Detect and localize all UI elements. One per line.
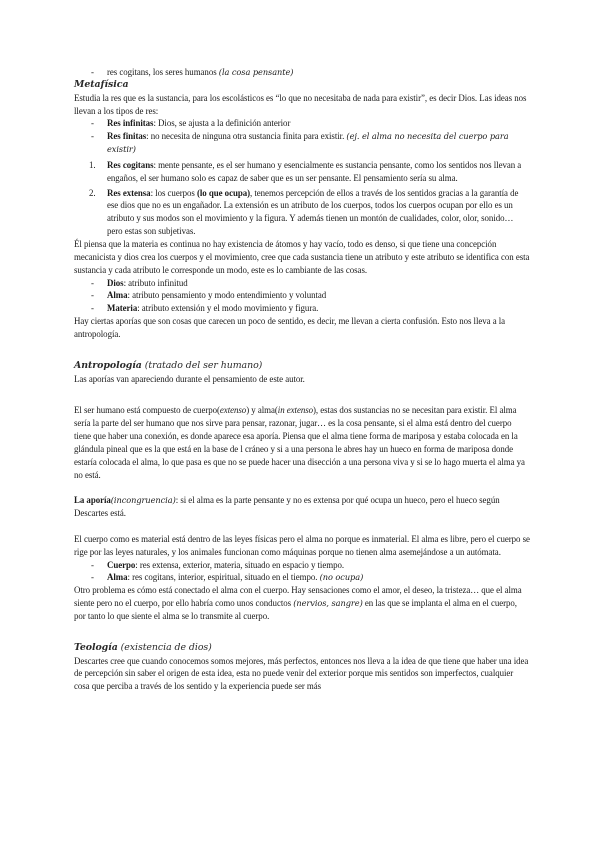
list-item: - Alma: res cogitans, interior, espiritual, situado en el tiempo. (no ocupa) xyxy=(74,571,530,584)
list-item: - Cuerpo: res extensa, exterior, materia, situado en espacio y tiempo. xyxy=(74,559,530,572)
list-item: - Res infinitas: Dios, se ajusta a la definición anterior xyxy=(74,117,530,130)
section-heading-teologia: Teología (existencia de dios) xyxy=(74,641,212,653)
list-item: 2. Res extensa: los cuerpos (lo que ocupa), tenemos percepción de ellos a través de los sentidos gracias a la garantía de ese dios que no es un engañador. La extensión es un atributo de los cuerpos, todos los cuerpos ocupan por ello es un atributo y sus modos son el movimiento y la figura. Y además tienen un montón de cualidades, color, olor, sonido… pero estas son subjetivas. xyxy=(89,187,519,237)
paragraph: El cuerpo como es material está dentro de las leyes físicas pero el alma no porque es inmaterial. El alma es libre, pero el cuerpo se rige por las leyes naturales, y los animales funcionan como máquinas porque no tienen alma asemejándose a un autómata. xyxy=(74,533,530,557)
attributes-list xyxy=(74,277,530,316)
paragraph: Estudia la res que es la sustancia, para los escolásticos es “lo que no necesitaba de nada para existir”, es decir Dios. Las ideas nos llevan a los tipos de res: xyxy=(74,92,527,116)
list-item: - Alma: atributo pensamiento y modo entendimiento y voluntad xyxy=(74,289,530,302)
list-item: - res cogitans, los seres humanos (la cosa pensante) xyxy=(74,66,530,79)
numbered-list xyxy=(74,159,530,238)
section-heading-metafisica: Metafísica xyxy=(74,78,129,90)
res-types-list xyxy=(74,117,530,156)
paragraph: Descartes cree que cuando conocemos somos mejores, más perfectos, entonces nos lleva a la idea de que tiene que haber una idea de percepción sin saber el origen de esta idea, esta no puede venir del exterior porque mis sentidos son imperfectos, cualquier cosa que perciba a través de los sentido y la experiencia puede ser más xyxy=(74,655,529,692)
inline-note: (la cosa pensante) xyxy=(218,67,294,77)
paragraph: Hay ciertas aporías que son cosas que carecen un poco de sentido, es decir, me llevan a cierta confusión. Esto nos lleva a la antropología. xyxy=(74,316,506,339)
document-page xyxy=(74,66,530,693)
section-heading-antropologia: Antropología (tratado del ser humano) xyxy=(74,359,263,371)
inline-note: (no ocupa) xyxy=(319,572,364,583)
body-soul-list xyxy=(74,559,530,585)
paragraph: El ser humano está compuesto de cuerpo(extenso) y alma(in extenso), estas dos sustancias no se necesitan para existir. El alma sería la parte del ser humano que nos sirve para pensar, razonar, jugar… es la cosa pensante, si el alma está dentro del cuerpo tiene que haber una conexión, es donde aparece esa aporía. Piensa que el alma tiene forma de mariposa y estaba colocada en la glándula pineal que es la que está en la base de l cráneo y si a una persona le abres hay un hueco en forma de mariposa donde estaría colocada el alma, lo que pasa es que no se puede hacer una disección a una persona viva y si se lo hago muerta el alma ya no está. xyxy=(74,405,525,480)
list-item: - Dios: atributo infinitud xyxy=(74,277,530,290)
paragraph: Las aporías van apareciendo durante el pensamiento de este autor. xyxy=(74,373,305,384)
list-item: 1. Res cogitans: mente pensante, es el ser humano y esencialmente es sustancia pensante, como los sentidos nos llevan a engaños, el ser humano solo es capaz de saber que es un ser pensante. El pensamiento sería su alma. xyxy=(89,159,522,183)
list-item: - Materia: atributo extensión y el modo movimiento y figura. xyxy=(74,302,530,315)
paragraph: La aporía(incongruencia): si el alma es la parte pensante y no es extensa por qué ocupa un hueco, pero el hueco según Descartes está. xyxy=(74,495,500,519)
paragraph: Otro problema es cómo está conectado el alma con el cuerpo. Hay sensaciones como el amor, el deseo, la tristeza… que el alma siente pero no el cuerpo, por ello habría como unos conductos (nervios, sangre) en las que se implanta el alma en el cuerpo, por tanto lo que siente el alma se lo transmite al cuerpo. xyxy=(74,585,522,621)
paragraph: Él piensa que la materia es continua no hay existencia de átomos y hay vacío, todo es denso, si que tiene una concepción mecanicista y dios crea los cuerpos y el movimiento, cree que cada sustancia tiene un atributo y este atributo se identifica con esta sustancia y cada atributo le corresponde un modo, este es lo cambiante de las cosas. xyxy=(74,238,530,275)
list-item: - Res finitas: no necesita de ninguna otra sustancia finita para existir. (ej. el alma no necesita del cuerpo para existir) xyxy=(74,130,530,156)
intro-list xyxy=(74,66,530,79)
inline-note: (ej. el alma no necesita del cuerpo para existir) xyxy=(107,131,509,155)
